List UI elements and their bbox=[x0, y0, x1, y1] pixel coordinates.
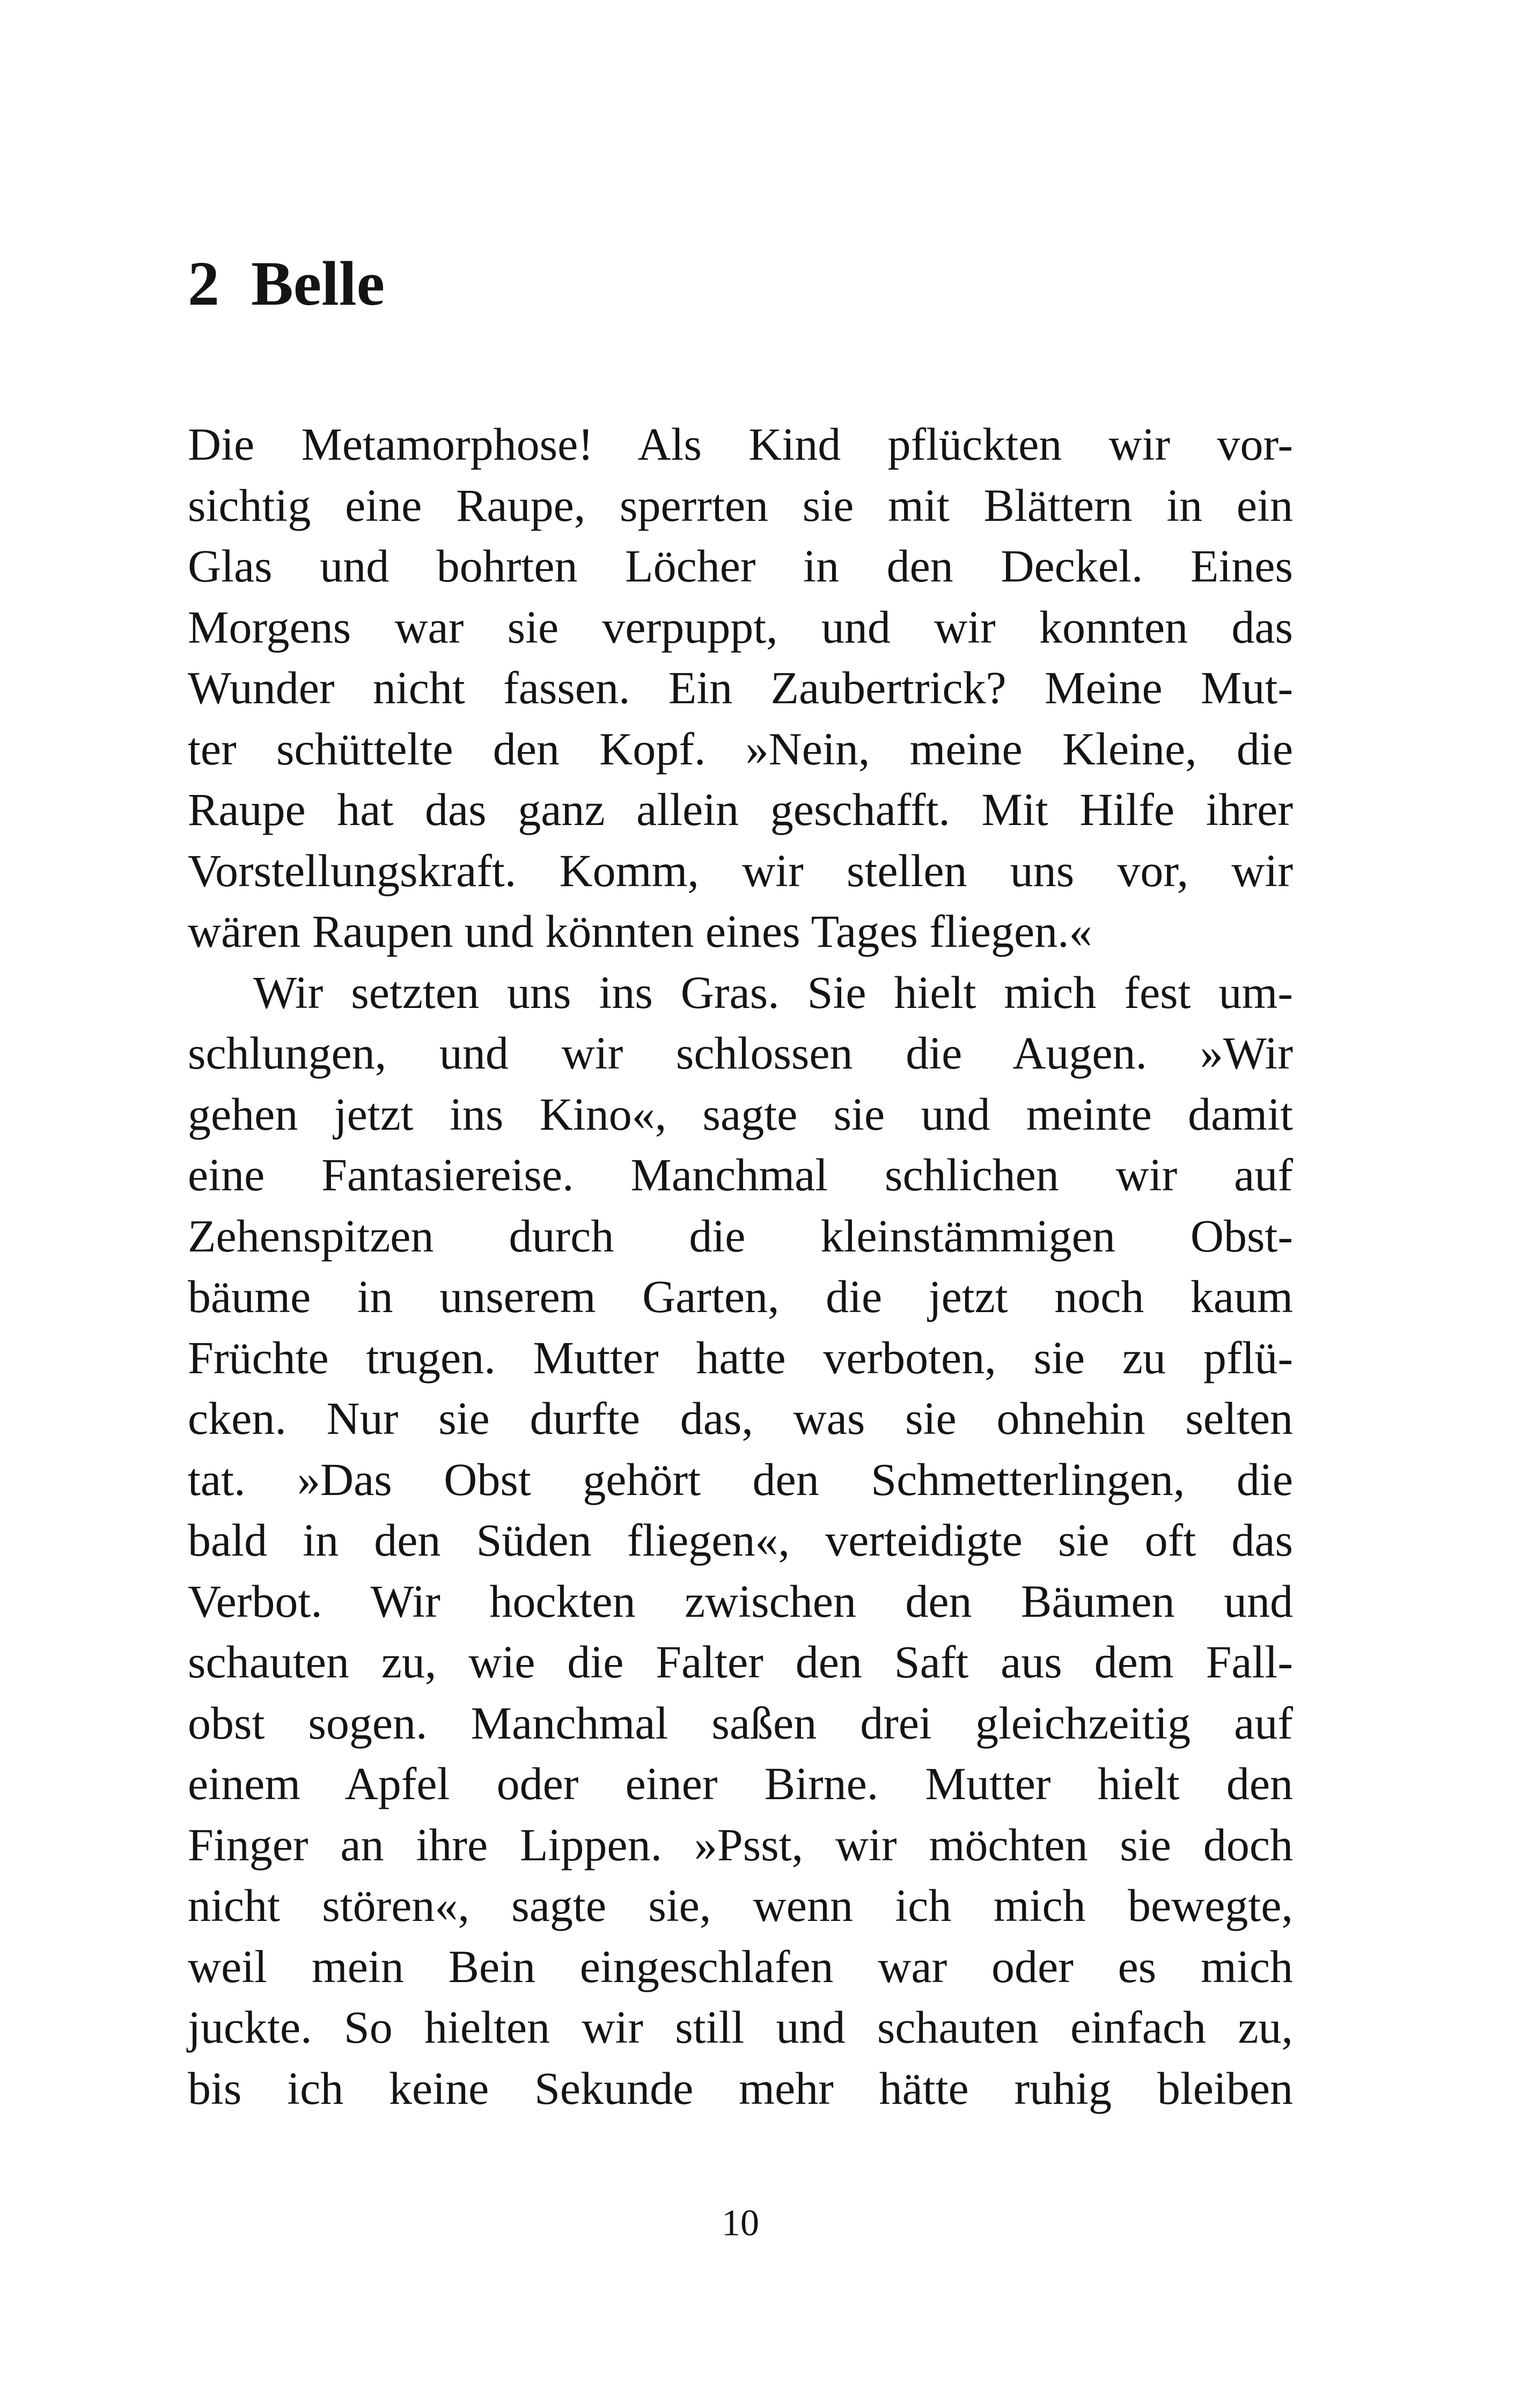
text-line: Finger an ihre Lippen. »Psst, wir möchten sie doch bbox=[188, 1818, 1293, 1871]
text-line: Glas und bohrten Löcher in den Deckel. Eines bbox=[188, 540, 1293, 592]
text-line: Wir setzten uns ins Gras. Sie hielt mich fest um- bbox=[253, 966, 1293, 1018]
text-line: Die Metamorphose! Als Kind pflückten wir vor- bbox=[188, 418, 1293, 470]
text-line: bis ich keine Sekunde mehr hätte ruhig bleiben bbox=[188, 2062, 1293, 2114]
text-line: Zehenspitzen durch die kleinstämmigen Obst- bbox=[188, 1210, 1293, 1262]
text-line: bald in den Süden fliegen«, verteidigte sie oft das bbox=[188, 1514, 1293, 1566]
text-line: schauten zu, wie die Falter den Saft aus dem Fall- bbox=[188, 1636, 1293, 1688]
text-line: Vorstellungskraft. Komm, wir stellen uns vor, wir bbox=[188, 844, 1293, 896]
text-line: ter schüttelte den Kopf. »Nein, meine Kleine, die bbox=[188, 723, 1293, 775]
text-line: Raupe hat das ganz allein geschafft. Mit Hilfe ihrer bbox=[188, 784, 1293, 835]
text-line: cken. Nur sie durfte das, was sie ohnehin selten bbox=[188, 1393, 1293, 1444]
text-line: Früchte trugen. Mutter hatte verboten, sie zu pflü- bbox=[188, 1331, 1293, 1383]
text-line: eine Fantasiereise. Manchmal schlichen wir auf bbox=[188, 1149, 1293, 1201]
page-number: 10 bbox=[722, 2203, 759, 2244]
text-line: bäume in unserem Garten, die jetzt noch kaum bbox=[188, 1271, 1293, 1322]
body-text bbox=[188, 414, 1293, 2119]
chapter-title: 2 Belle bbox=[188, 248, 385, 319]
text-line: gehen jetzt ins Kino«, sagte sie und meinte damit bbox=[188, 1088, 1293, 1140]
text-line: weil mein Bein eingeschlafen war oder es mich bbox=[188, 1940, 1293, 1992]
text-line: Morgens war sie verpuppt, und wir konnten das bbox=[188, 601, 1293, 653]
text-line: juckte. So hielten wir still und schauten einfach zu, bbox=[188, 2001, 1293, 2053]
text-line: obst sogen. Manchmal saßen drei gleichzeitig auf bbox=[188, 1697, 1293, 1749]
text-line: einem Apfel oder einer Birne. Mutter hielt den bbox=[188, 1758, 1293, 1809]
text-line: Wunder nicht fassen. Ein Zaubertrick? Meine Mut- bbox=[188, 662, 1293, 713]
text-line: nicht stören«, sagte sie, wenn ich mich bewegte, bbox=[188, 1880, 1293, 1931]
text-line: Verbot. Wir hockten zwischen den Bäumen und bbox=[188, 1575, 1293, 1627]
text-line: sichtig eine Raupe, sperrten sie mit Blättern in ein bbox=[188, 479, 1293, 531]
text-line: tat. »Das Obst gehört den Schmetterlingen, die bbox=[188, 1453, 1293, 1505]
text-line: wären Raupen und könnten eines Tages fliegen.« bbox=[188, 905, 1092, 957]
text-line: schlungen, und wir schlossen die Augen. »Wir bbox=[188, 1027, 1293, 1079]
